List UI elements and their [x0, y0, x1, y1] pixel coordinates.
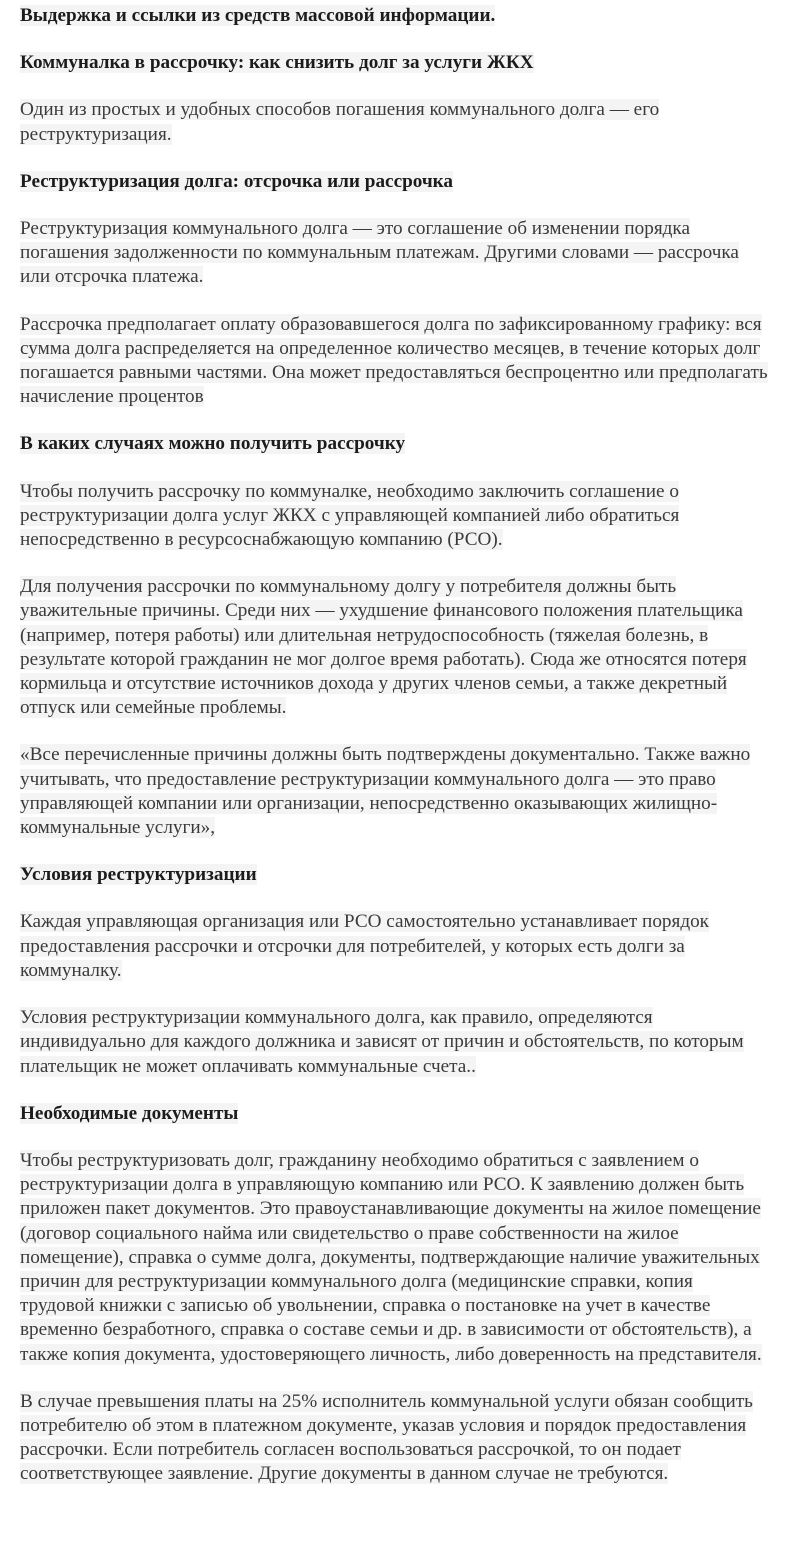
paragraph [20, 313, 768, 410]
section-heading [20, 51, 768, 75]
document-title-text: Выдержка и ссылки из средств массовой информации. [20, 5, 496, 26]
paragraph-text: Для получения рассрочки по коммунальному долгу у потребителя должны быть уважительные причины. Среди них — ухудшение финансового положения плательщика (например, потеря работы) или длительная нетрудоспособность (тяжелая болезнь, в результате которой гражданин не мог долгое время работать). Сюда же относятся потеря кормильца и отсутствие источников дохода у других членов семьи, а также декретный отпуск или семейные проблемы. [20, 576, 747, 719]
paragraph-text: Условия реструктуризации коммунального долга, как правило, определяются индивидуально для каждого должника и зависят от причин и обстоятельств, по которым плательщик не может оплачивать коммунальные счета.. [20, 1007, 744, 1077]
section-heading-text: В каких случаях можно получить рассрочку [20, 433, 406, 455]
paragraph-text: Реструктуризация коммунального долга — это соглашение об изменении порядка погашения задолженности по коммунальным платежам. Другими словами — рассрочка или отсрочка платежа. [20, 218, 739, 288]
section-heading [20, 432, 768, 456]
section-heading [20, 863, 768, 887]
paragraph [20, 480, 768, 553]
paragraph [20, 1149, 768, 1367]
paragraph [20, 98, 768, 146]
section-heading-text: Условия реструктуризации [20, 864, 257, 886]
document-title [20, 4, 768, 28]
paragraph [20, 910, 768, 983]
paragraph-text: Один из простых и удобных способов погашения коммунального долга — его реструктуризация. [20, 99, 660, 145]
document-blocks [20, 51, 768, 1486]
paragraph-text: Рассрочка предполагает оплату образовавшегося долга по зафиксированному графику: вся сумма долга распределяется на определенное количество месяцев, в течение которых долг погашается равными частями. Она может предоставляться беспроцентно или предполагать начисление процентов [20, 313, 768, 408]
paragraph [20, 217, 768, 290]
paragraph [20, 1006, 768, 1079]
paragraph [20, 575, 768, 720]
section-heading [20, 1102, 768, 1126]
paragraph-text: Чтобы получить рассрочку по коммуналке, необходимо заключить соглашение о реструктуризации долга услуг ЖКХ с управляющей компанией либо обратиться непосредственно в ресурсоснабжающую компанию (РСО). [20, 480, 680, 551]
paragraph-text: Чтобы реструктуризовать долг, гражданину необходимо обратиться с заявлением о реструктуризации долга в управляющую компанию или РСО. К заявлению должен быть приложен пакет документов. Это правоустанавливающие документы на жилое помещение (договор социального найма или свидетельство о праве собственности на жилое помещение), справка о сумме долга, документы, подтверждающие наличие уважительных причин для реструктуризации коммунального долга (медицинские справки, копия трудовой книжки с записью об увольнении, справка о постановке на учет в качестве временно безработного, справка о составе семьи и др. в зависимости от обстоятельств), а также копия документа, удостоверяющего личность, либо доверенность на представителя. [20, 1149, 762, 1365]
section-heading [20, 170, 768, 194]
document-body [20, 4, 768, 1487]
section-heading-text: Реструктуризация долга: отсрочка или рассрочка [20, 170, 454, 192]
section-heading-text: Коммуналка в рассрочку: как снизить долг за услуги ЖКХ [20, 52, 534, 74]
paragraph-text: «Все перечисленные причины должны быть подтверждены документально. Также важно учитывать, что предоставление реструктуризации коммунального долга — это право управляющей компании или организации, непосредственно оказывающих жилищно-коммунальные услуги», [20, 744, 751, 839]
paragraph-text: Каждая управляющая организация или РСО самостоятельно устанавливает порядок предоставления рассрочки и отсрочки для потребителей, у которых есть долги за коммуналку. [20, 911, 710, 981]
section-heading-text: Необходимые документы [20, 1102, 239, 1124]
paragraph-text: В случае превышения платы на 25% исполнитель коммунальной услуги обязан сообщить потребителю об этом в платежном документе, указав условия и порядок предоставления рассрочки. Если потребитель согласен воспользоваться рассрочкой, то он подает соответствующее заявление. Другие документы в данном случае не требуются. [20, 1390, 753, 1485]
paragraph [20, 743, 768, 840]
paragraph [20, 1390, 768, 1487]
